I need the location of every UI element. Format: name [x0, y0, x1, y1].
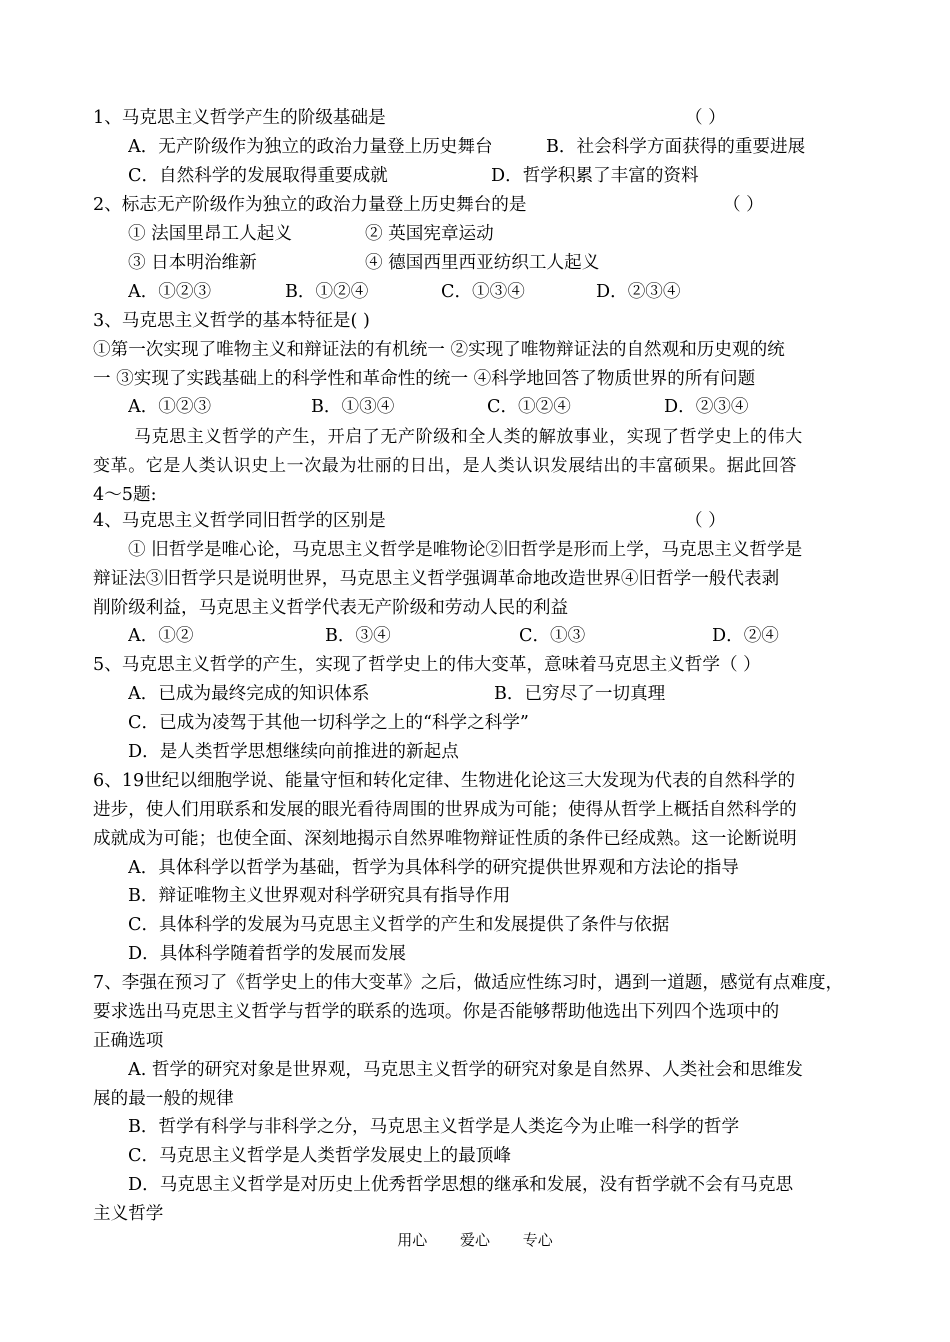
q1-option-d: D．哲学积累了丰富的资料: [491, 166, 699, 186]
q6-option-c: C．具体科学的发展为马克思主义哲学的产生和发展提供了条件与依据: [128, 915, 670, 935]
q7-line-3: 正确选项: [93, 1031, 164, 1051]
q4-line-2: 辩证法③旧哲学只是说明世界，马克思主义哲学强调革命地改造世界④旧哲学一般代表剥: [93, 569, 780, 589]
q3-options: [128, 393, 863, 422]
q4-line-3: 削阶级利益，马克思主义哲学代表无产阶级和劳动人民的利益: [93, 598, 569, 618]
q5-option-d: D．是人类哲学思想继续向前推进的新起点: [128, 742, 459, 762]
q2-item-4: ④ 德国西里西亚纺织工人起义: [365, 253, 600, 273]
footer-word-3: 专心: [522, 1231, 553, 1249]
q4-line-1: ① 旧哲学是唯心论，马克思主义哲学是唯物论②旧哲学是形而上学，马克思主义哲学是: [128, 540, 803, 560]
q1-option-a: A．无产阶级作为独立的政治力量登上历史舞台: [128, 137, 493, 157]
q1-options-cd: [128, 162, 863, 191]
q2-option-c: C．①③④: [441, 282, 525, 302]
q7-line-1: 7、李强在预习了《哲学史上的伟大变革》之后，做适应性练习时，遇到一道题，感觉有点难度，: [93, 973, 844, 993]
q6-line-1: 6、19世纪以细胞学说、能量守恒和转化定律、生物进化论这三大发现为代表的自然科学的: [93, 771, 796, 791]
q6-option-d: D．具体科学随着哲学的发展而发展: [128, 944, 407, 964]
q7-option-d-line-1: D．马克思主义哲学是对历史上优秀哲学思想的继承和发展，没有哲学就不会有马克思: [128, 1175, 794, 1195]
q4-option-a: A．①②: [128, 626, 194, 646]
q2-items-34: [128, 249, 863, 278]
q5-options-ab: [128, 680, 863, 709]
q4-option-b: B．③④: [325, 626, 391, 646]
q3-option-b: B．①③④: [311, 397, 395, 417]
q2-stem: 2、标志无产阶级作为独立的政治力量登上历史舞台的是: [93, 195, 527, 215]
q3-line-2: 一 ③实现了实践基础上的科学性和革命性的统一 ④科学地回答了物质世界的所有问题: [93, 369, 756, 389]
q4-answer-paren: （ ）: [685, 511, 726, 531]
q7-option-c: C．马克思主义哲学是人类哲学发展史上的最顶峰: [128, 1146, 511, 1166]
q7-option-a-line-2: 展的最一般的规律: [93, 1089, 234, 1109]
q4-option-c: C．①③: [519, 626, 586, 646]
page-footer: [0, 1228, 950, 1252]
q1-option-b: B．社会科学方面获得的重要进展: [546, 137, 806, 157]
q4-stem-line: [93, 507, 863, 536]
q1-options-ab: [128, 133, 863, 162]
q3-line-1: ①第一次实现了唯物主义和辩证法的有机统一 ②实现了唯物辩证法的自然观和历史观的统: [93, 340, 785, 360]
q2-item-3: ③ 日本明治维新: [128, 253, 257, 273]
q2-options: [128, 278, 863, 307]
q6-option-b: B．辩证唯物主义世界观对科学研究具有指导作用: [128, 886, 511, 906]
q4-options: [128, 622, 863, 651]
q6-line-3: 成就成为可能；也使全面、深刻地揭示自然界唯物辩证性质的条件已经成熟。这一论断说明: [93, 829, 797, 849]
q2-stem-line: [93, 191, 863, 220]
q3-option-d: D．②③④: [664, 397, 749, 417]
q6-line-2: 进步，使人们用联系和发展的眼光看待周围的世界成为可能；使得从哲学上概括自然科学的: [93, 800, 797, 820]
q2-item-1: ① 法国里昂工人起义: [128, 224, 292, 244]
q2-answer-paren: （ ）: [723, 195, 764, 215]
q2-option-d: D．②③④: [596, 282, 681, 302]
q2-item-2: ② 英国宪章运动: [365, 224, 494, 244]
q6-option-a: A．具体科学以哲学为基础，哲学为具体科学的研究提供世界观和方法论的指导: [128, 858, 739, 878]
q3-stem: 3、马克思主义哲学的基本特征是( ): [93, 311, 370, 331]
q3-option-a: A．①②③: [128, 397, 212, 417]
passage-line-1: 马克思主义哲学的产生，开启了无产阶级和全人类的解放事业，实现了哲学史上的伟大: [134, 427, 803, 447]
q1-stem: 1、马克思主义哲学产生的阶级基础是: [93, 108, 386, 128]
q7-option-b: B．哲学有科学与非科学之分，马克思主义哲学是人类迄今为止唯一科学的哲学: [128, 1117, 740, 1137]
q1-stem-line: [93, 104, 863, 133]
q4-stem: 4、马克思主义哲学同旧哲学的区别是: [93, 511, 386, 531]
passage-line-3: 4～5题:: [93, 485, 157, 505]
q1-answer-paren: （ ）: [685, 108, 726, 128]
q5-stem: 5、马克思主义哲学的产生，实现了哲学史上的伟大变革，意味着马克思主义哲学（ ）: [93, 655, 761, 675]
q2-option-b: B．①②④: [285, 282, 369, 302]
q2-items-12: [128, 220, 863, 249]
q5-option-a: A．已成为最终完成的知识体系: [128, 684, 370, 704]
q5-option-c: C．已成为凌驾于其他一切科学之上的“科学之科学”: [128, 713, 529, 733]
q7-line-2: 要求选出马克思主义哲学与哲学的联系的选项。你是否能够帮助他选出下列四个选项中的: [93, 1002, 780, 1022]
q2-option-a: A．①②③: [128, 282, 212, 302]
q4-option-d: D．②④: [712, 626, 779, 646]
q5-option-b: B．已穷尽了一切真理: [494, 684, 666, 704]
q7-option-d-line-2: 主义哲学: [93, 1204, 164, 1224]
q7-option-a-line-1: A. 哲学的研究对象是世界观，马克思主义哲学的研究对象是自然界、人类社会和思维发: [128, 1060, 803, 1080]
footer-word-2: 爱心: [459, 1231, 490, 1249]
footer-word-1: 用心: [397, 1231, 428, 1249]
q1-option-c: C．自然科学的发展取得重要成就: [128, 166, 388, 186]
passage-line-2: 变革。它是人类认识史上一次最为壮丽的日出，是人类认识发展结出的丰富硕果。据此回答: [93, 456, 797, 476]
q3-option-c: C．①②④: [487, 397, 571, 417]
